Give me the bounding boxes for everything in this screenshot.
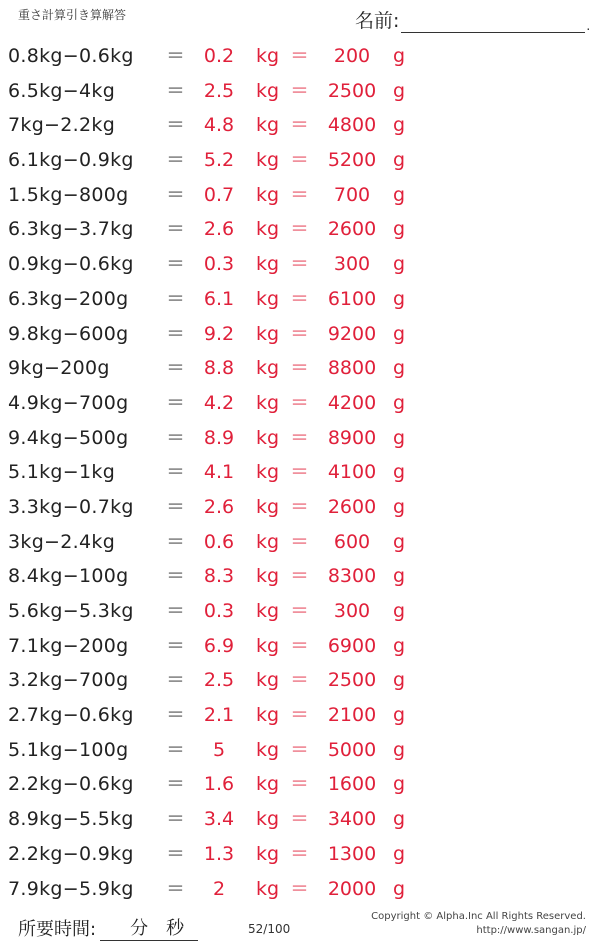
answer-kg: 4.8: [203, 114, 235, 137]
kg-unit: kg: [256, 79, 280, 102]
question-text: 8.4kg−100g: [8, 565, 129, 588]
minutes-label: 分: [130, 918, 149, 939]
g-unit: g: [393, 149, 406, 172]
kg-unit: kg: [256, 738, 280, 761]
question-text: 5.1kg−100g: [8, 738, 129, 761]
answer-g: 9200: [327, 322, 377, 345]
answer-kg: 0.6: [203, 530, 235, 553]
equals-sign-2: ＝: [290, 461, 310, 484]
equals-sign: ＝: [166, 322, 186, 345]
kg-unit: kg: [256, 565, 280, 588]
equals-sign: ＝: [166, 600, 186, 622]
g-unit: g: [393, 253, 406, 276]
g-unit: g: [393, 495, 406, 518]
equals-sign-2: ＝: [290, 634, 310, 657]
problem-row: [0, 178, 600, 213]
answer-g: 2500: [327, 79, 377, 102]
question-text: 6.5kg−4kg: [8, 79, 116, 102]
kg-unit: kg: [256, 218, 280, 241]
copyright-block: [371, 910, 586, 938]
question-text: 2.2kg−0.9kg: [8, 842, 134, 865]
answer-g: 2100: [327, 704, 377, 727]
answer-g: 6900: [327, 634, 377, 657]
kg-unit: kg: [256, 530, 280, 553]
equals-sign-2: ＝: [290, 530, 310, 553]
question-text: 9.4kg−500g: [8, 426, 129, 449]
question-text: 3.2kg−700g: [8, 669, 129, 692]
question-text: 9kg−200g: [8, 357, 110, 380]
equals-sign: ＝: [166, 391, 186, 414]
answer-g: 2500: [327, 669, 377, 692]
equals-sign-2: ＝: [290, 114, 310, 137]
g-unit: g: [393, 183, 406, 206]
site-url: http://www.sangan.jp/: [476, 925, 586, 936]
question-text: 2.2kg−0.6kg: [8, 773, 134, 796]
answer-kg: 5.2: [203, 149, 235, 172]
answer-kg: 5: [212, 738, 226, 761]
kg-unit: kg: [256, 114, 280, 137]
answer-kg: 4.1: [203, 461, 235, 484]
problem-row: [0, 663, 600, 698]
answer-g: 200: [333, 45, 371, 67]
answer-kg: 0.2: [203, 45, 235, 67]
kg-unit: kg: [256, 495, 280, 518]
equals-sign: ＝: [166, 634, 186, 657]
problem-row: [0, 559, 600, 594]
question-text: 1.5kg−800g: [8, 183, 129, 206]
equals-sign-2: ＝: [290, 704, 310, 727]
equals-sign-2: ＝: [290, 357, 310, 380]
problem-row: [0, 490, 600, 525]
answer-kg: 2: [212, 877, 226, 900]
equals-sign: ＝: [166, 808, 186, 831]
answer-g: 1300: [327, 842, 377, 865]
g-unit: g: [393, 669, 406, 692]
answer-kg: 1.6: [203, 773, 235, 796]
answer-kg: 2.5: [203, 79, 235, 102]
answer-kg: 2.5: [203, 669, 235, 692]
equals-sign: ＝: [166, 565, 186, 588]
answer-g: 6100: [327, 287, 377, 310]
equals-sign: ＝: [166, 530, 186, 553]
g-unit: g: [393, 565, 406, 588]
problem-row: [0, 317, 600, 352]
equals-sign-2: ＝: [290, 253, 310, 276]
problem-row: [0, 282, 600, 317]
equals-sign-2: ＝: [290, 322, 310, 345]
problem-row: [0, 767, 600, 802]
equals-sign: ＝: [166, 114, 186, 137]
answer-kg: 1.3: [203, 842, 235, 865]
g-unit: g: [393, 530, 406, 553]
problem-row: [0, 837, 600, 872]
problem-row: [0, 594, 600, 629]
g-unit: g: [393, 391, 406, 414]
answer-kg: 8.9: [203, 426, 235, 449]
equals-sign-2: ＝: [290, 842, 310, 865]
problem-row: [0, 39, 600, 74]
equals-sign-2: ＝: [290, 218, 310, 241]
g-unit: g: [393, 842, 406, 865]
problem-row: [0, 872, 600, 907]
g-unit: g: [393, 877, 406, 900]
answer-kg: 0.3: [203, 253, 235, 276]
equals-sign-2: ＝: [290, 391, 310, 414]
answer-g: 4800: [327, 114, 377, 137]
answer-g: 2600: [327, 218, 377, 241]
g-unit: g: [393, 461, 406, 484]
kg-unit: kg: [256, 842, 280, 865]
answer-g: 300: [333, 600, 371, 622]
answer-kg: 6.1: [203, 287, 235, 310]
equals-sign: ＝: [166, 287, 186, 310]
g-unit: g: [393, 704, 406, 727]
problem-row: [0, 212, 600, 247]
kg-unit: kg: [256, 322, 280, 345]
time-label: 所要時間:: [18, 918, 97, 940]
equals-sign: ＝: [166, 45, 186, 67]
answer-g: 600: [333, 530, 371, 553]
equals-sign: ＝: [166, 149, 186, 172]
problem-row: [0, 351, 600, 386]
equals-sign: ＝: [166, 773, 186, 796]
problem-row: [0, 802, 600, 837]
question-text: 6.1kg−0.9kg: [8, 149, 134, 172]
g-unit: g: [393, 114, 406, 137]
equals-sign-2: ＝: [290, 426, 310, 449]
answer-kg: 3.4: [203, 808, 235, 831]
answer-kg: 6.9: [203, 634, 235, 657]
equals-sign-2: ＝: [290, 45, 310, 67]
question-text: 3.3kg−0.7kg: [8, 495, 134, 518]
question-text: 4.9kg−700g: [8, 391, 129, 414]
copyright-text: Copyright © Alpha.Inc All Rights Reserved.: [371, 911, 586, 922]
answer-kg: 8.3: [203, 565, 235, 588]
kg-unit: kg: [256, 149, 280, 172]
equals-sign-2: ＝: [290, 877, 310, 900]
kg-unit: kg: [256, 461, 280, 484]
equals-sign: ＝: [166, 426, 186, 449]
equals-sign: ＝: [166, 738, 186, 761]
equals-sign: ＝: [166, 704, 186, 727]
answer-g: 8800: [327, 357, 377, 380]
equals-sign: ＝: [166, 669, 186, 692]
worksheet-title: 重さ計算引き算解答: [18, 8, 127, 22]
answer-kg: 2.6: [203, 218, 235, 241]
equals-sign: ＝: [166, 218, 186, 241]
kg-unit: kg: [256, 357, 280, 380]
equals-sign-2: ＝: [290, 738, 310, 761]
g-unit: g: [393, 634, 406, 657]
kg-unit: kg: [256, 287, 280, 310]
equals-sign: ＝: [166, 461, 186, 484]
equals-sign-2: ＝: [290, 149, 310, 172]
problem-row: [0, 108, 600, 143]
problem-row: [0, 698, 600, 733]
question-text: 5.6kg−5.3kg: [8, 600, 134, 622]
question-text: 6.3kg−3.7kg: [8, 218, 134, 241]
answer-kg: 0.3: [203, 600, 235, 622]
answer-g: 8900: [327, 426, 377, 449]
g-unit: g: [393, 600, 406, 622]
g-unit: g: [393, 287, 406, 310]
kg-unit: kg: [256, 600, 280, 622]
time-blank-line[interactable]: [100, 914, 198, 941]
equals-sign-2: ＝: [290, 565, 310, 588]
problem-row: [0, 733, 600, 768]
equals-sign-2: ＝: [290, 287, 310, 310]
name-dot: .: [586, 19, 591, 33]
equals-sign: ＝: [166, 183, 186, 206]
question-text: 8.9kg−5.5kg: [8, 808, 134, 831]
question-text: 9.8kg−600g: [8, 322, 129, 345]
answer-g: 5200: [327, 149, 377, 172]
g-unit: g: [393, 357, 406, 380]
kg-unit: kg: [256, 253, 280, 276]
problem-row: [0, 525, 600, 560]
equals-sign: ＝: [166, 877, 186, 900]
question-text: 7kg−2.2kg: [8, 114, 116, 137]
equals-sign: ＝: [166, 357, 186, 380]
seconds-label: 秒: [166, 918, 185, 939]
equals-sign-2: ＝: [290, 79, 310, 102]
question-text: 0.8kg−0.6kg: [8, 45, 134, 67]
question-text: 7.1kg−200g: [8, 634, 129, 657]
answer-g: 4100: [327, 461, 377, 484]
equals-sign: ＝: [166, 842, 186, 865]
problem-row: [0, 143, 600, 178]
equals-sign-2: ＝: [290, 183, 310, 206]
equals-sign: ＝: [166, 79, 186, 102]
kg-unit: kg: [256, 808, 280, 831]
name-blank-line[interactable]: [401, 14, 585, 33]
problem-row: [0, 74, 600, 109]
equals-sign: ＝: [166, 495, 186, 518]
answer-g: 300: [333, 253, 371, 276]
kg-unit: kg: [256, 391, 280, 414]
answer-kg: 2.6: [203, 495, 235, 518]
answer-g: 2000: [327, 877, 377, 900]
kg-unit: kg: [256, 426, 280, 449]
problem-row: [0, 386, 600, 421]
answer-kg: 0.7: [203, 183, 235, 206]
answer-g: 2600: [327, 495, 377, 518]
problem-row: [0, 421, 600, 456]
question-text: 3kg−2.4kg: [8, 530, 116, 553]
answer-g: 1600: [327, 773, 377, 796]
problem-list: [0, 39, 600, 906]
time-field: [18, 914, 198, 941]
answer-kg: 4.2: [203, 391, 235, 414]
answer-kg: 8.8: [203, 357, 235, 380]
g-unit: g: [393, 773, 406, 796]
page-number: 52/100: [248, 922, 291, 936]
g-unit: g: [393, 45, 406, 67]
question-text: 7.9kg−5.9kg: [8, 877, 134, 900]
name-field: [355, 6, 590, 33]
answer-kg: 9.2: [203, 322, 235, 345]
answer-kg: 2.1: [203, 704, 235, 727]
equals-sign-2: ＝: [290, 600, 310, 622]
problem-row: [0, 455, 600, 490]
g-unit: g: [393, 738, 406, 761]
equals-sign: ＝: [166, 253, 186, 276]
problem-row: [0, 247, 600, 282]
g-unit: g: [393, 426, 406, 449]
equals-sign-2: ＝: [290, 808, 310, 831]
question-text: 0.9kg−0.6kg: [8, 253, 134, 276]
kg-unit: kg: [256, 773, 280, 796]
g-unit: g: [393, 218, 406, 241]
kg-unit: kg: [256, 669, 280, 692]
answer-g: 700: [333, 183, 371, 206]
kg-unit: kg: [256, 877, 280, 900]
kg-unit: kg: [256, 634, 280, 657]
question-text: 6.3kg−200g: [8, 287, 129, 310]
answer-g: 5000: [327, 738, 377, 761]
answer-g: 8300: [327, 565, 377, 588]
g-unit: g: [393, 808, 406, 831]
equals-sign-2: ＝: [290, 773, 310, 796]
kg-unit: kg: [256, 183, 280, 206]
equals-sign-2: ＝: [290, 495, 310, 518]
answer-g: 4200: [327, 391, 377, 414]
kg-unit: kg: [256, 45, 280, 67]
problem-row: [0, 629, 600, 664]
g-unit: g: [393, 322, 406, 345]
answer-g: 3400: [327, 808, 377, 831]
name-label: 名前:: [355, 10, 400, 32]
g-unit: g: [393, 79, 406, 102]
equals-sign-2: ＝: [290, 669, 310, 692]
question-text: 5.1kg−1kg: [8, 461, 116, 484]
question-text: 2.7kg−0.6kg: [8, 704, 134, 727]
kg-unit: kg: [256, 704, 280, 727]
